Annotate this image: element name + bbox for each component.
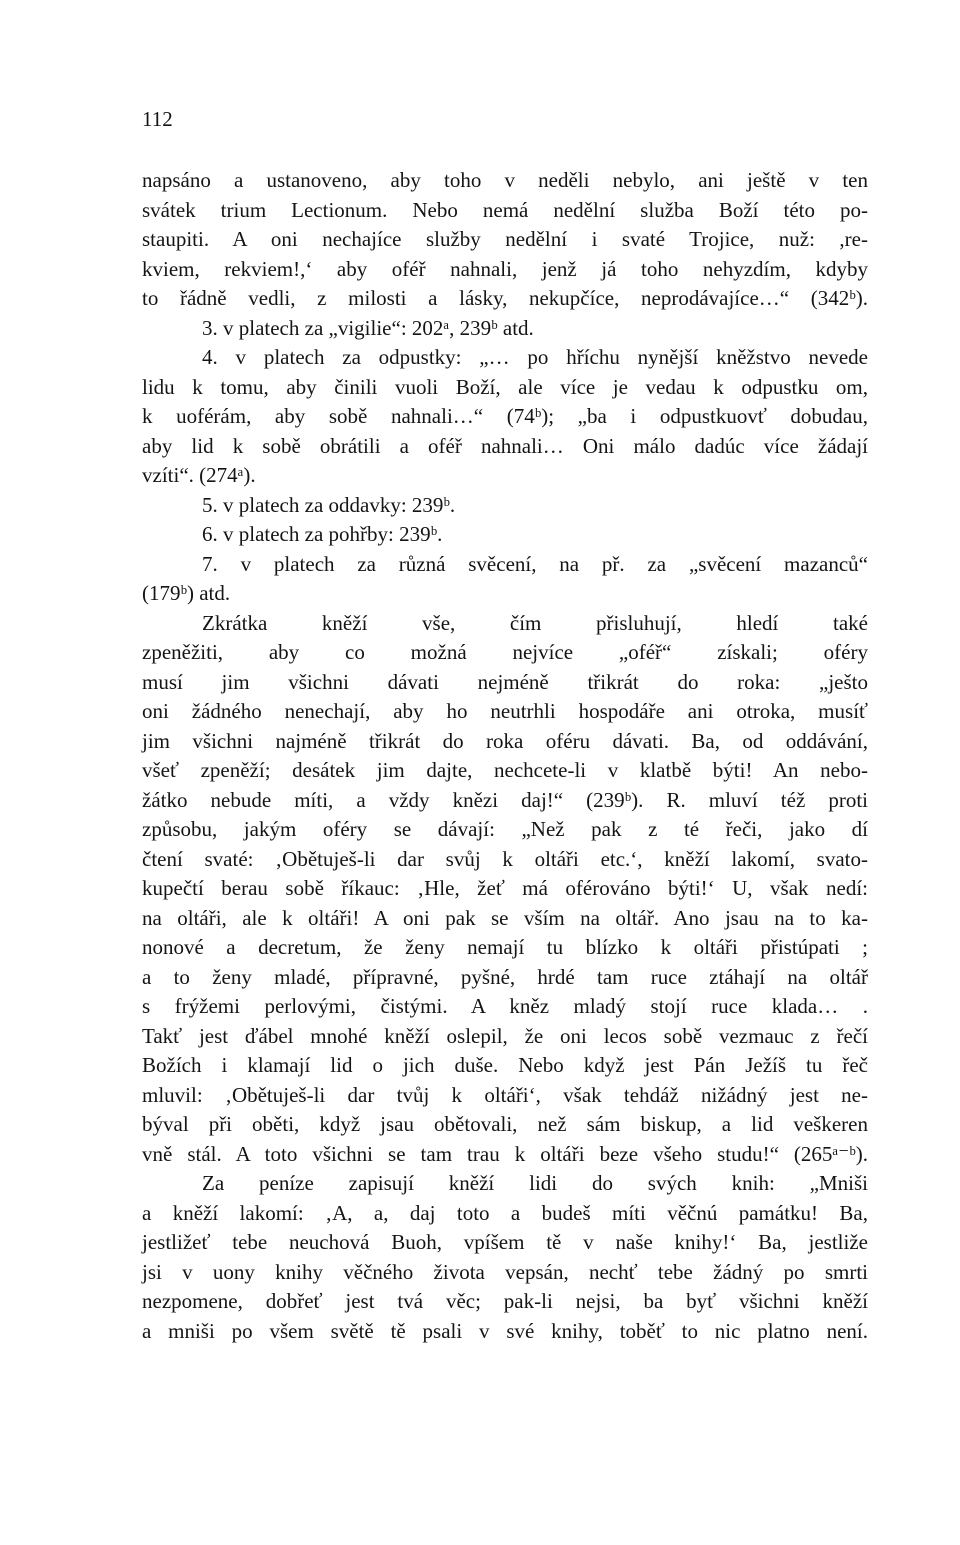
paragraph-start: Za peníze zapisují kněží lidi do svých knih: „Mniši — [202, 1171, 868, 1195]
text-line: jestližeť tebe neuchová Buoh, vpíšem tě v naše knihy!‘ Ba, jestliže — [142, 1230, 868, 1254]
text-line: kviem, rekviem!,‘ aby oféř nahnali, jenž já toho nehyzdím, kdyby — [142, 256, 868, 281]
page-number: 112 — [142, 107, 173, 131]
text-line: čtení svaté: ‚Obětuješ-li dar svůj k oltáři etc.‘, kněží lakomí, svato- — [142, 846, 868, 871]
text-line: Takť jest ďábel mnohé kněží oslepil, že oni lecos sobě vezmauc z řečí — [142, 1023, 868, 1048]
text-line: vně stál. A toto všichni se tam trau k oltáři beze všeho studu!“ (265ᵃ⁻ᵇ). — [142, 1141, 868, 1166]
text-line: na oltáři, ale k oltáři! A oni pak se vším na oltář. Ano jsau na to ka- — [142, 905, 868, 930]
text-line: kupečtí berau sobě říkauc: ‚Hle, žeť má oférováno býti!‘ U, však nedí: — [142, 876, 868, 900]
text-line: s frýžemi perlovými, čistými. A kněz mladý stojí ruce klada… . — [142, 994, 868, 1018]
text-line: nezpomene, dobřeť jest tvá věc; pak-li nejsi, ba byť všichni kněží — [142, 1289, 868, 1313]
text-line: býval při oběti, když jsau obětovali, než sám biskup, a lid veškeren — [142, 1112, 868, 1136]
text-line: nonové a decretum, že ženy nemají tu blízko k oltáři přistúpati ; — [142, 935, 868, 959]
text-line: žátko nebude míti, a vždy knězi daj!“ (239ᵇ). R. mluví též proti — [142, 787, 868, 812]
text-line: napsáno a ustanoveno, aby toho v neděli nebylo, ani ještě v ten — [142, 168, 868, 192]
text-line: všeť zpeněží; desátek jim dajte, nechcete-li v klatbě býti! An nebo- — [142, 758, 868, 782]
paragraph-start: Zkrátka kněží vše, čím přisluhují, hledí také — [202, 610, 868, 635]
text-line: svátek trium Lectionum. Nebo nemá nedělní služba Boží této po- — [142, 197, 868, 222]
text-line: vzíti“. (274ᵃ). — [142, 463, 256, 487]
text-line: jim všichni najméně třikrát do roka oféru dávati. Ba, od oddávání, — [142, 728, 868, 753]
list-item-5: 5. v platech za oddavky: 239ᵇ. — [202, 492, 456, 517]
text-line: staupiti. A oni nechajíce služby nedělní i svaté Trojice, nuž: ,re- — [142, 227, 868, 251]
text-line: jsi v uony knihy věčného života vepsán, nechť tebe žádný po smrti — [142, 1259, 868, 1284]
text-line: a to ženy mladé, přípravné, pyšné, hrdé tam ruce ztáhají na oltář — [142, 964, 868, 989]
text-line: k uoférám, aby sobě nahnali…“ (74ᵇ); „ba i odpustkuovť dobudau, — [142, 404, 868, 428]
body-text — [142, 166, 868, 1346]
text-line: aby lid k sobě obrátili a oféř nahnali… Oni málo dadúc více žádají — [142, 433, 868, 458]
text-line: a mniši po všem světě tě psali v své knihy, toběť to nic platno není. — [142, 1318, 868, 1343]
text-line: (179ᵇ) atd. — [142, 581, 231, 605]
list-item-4: 4. v platech za odpustky: „… po hříchu nynější kněžstvo nevede — [202, 345, 868, 369]
list-item-7: 7. v platech za různá svěcení, na př. za „svěcení mazanců“ — [202, 551, 868, 576]
text-line: mluvil: ‚Obětuješ-li dar tvůj k oltáři‘, však tehdáž nižádný jest ne- — [142, 1082, 868, 1107]
text-line: Božích i klamají lid o jich duše. Nebo když jest Pán Ježíš tu řeč — [142, 1053, 868, 1077]
text-line: oni žádného nenechají, aby ho neutrhli hospodáře ani otroka, musíť — [142, 699, 868, 723]
text-line: musí jim všichni dávati nejméně třikrát do roka: „ješto — [142, 669, 868, 694]
text-line: způsobu, jakým oféry se dávají: „Než pak z té řeči, jako dí — [142, 817, 868, 841]
text-line: zpeněžiti, aby co možná nejvíce „oféř“ získali; oféry — [142, 640, 868, 664]
text-line: to řádně vedli, z milosti a lásky, nekupčíce, neprodávajíce…“ (342ᵇ). — [142, 286, 868, 310]
text-line: a kněží lakomí: ‚A, a, daj toto a budeš míti věčnú památku! Ba, — [142, 1200, 868, 1225]
list-item-6: 6. v platech za pohřby: 239ᵇ. — [202, 522, 443, 546]
text-line: lidu k tomu, aby činili vuoli Boží, ale více je vedau k odpustku om, — [142, 374, 868, 399]
list-item-3: 3. v platech za „vigilie“: 202ᵃ, 239ᵇ atd. — [202, 315, 534, 340]
